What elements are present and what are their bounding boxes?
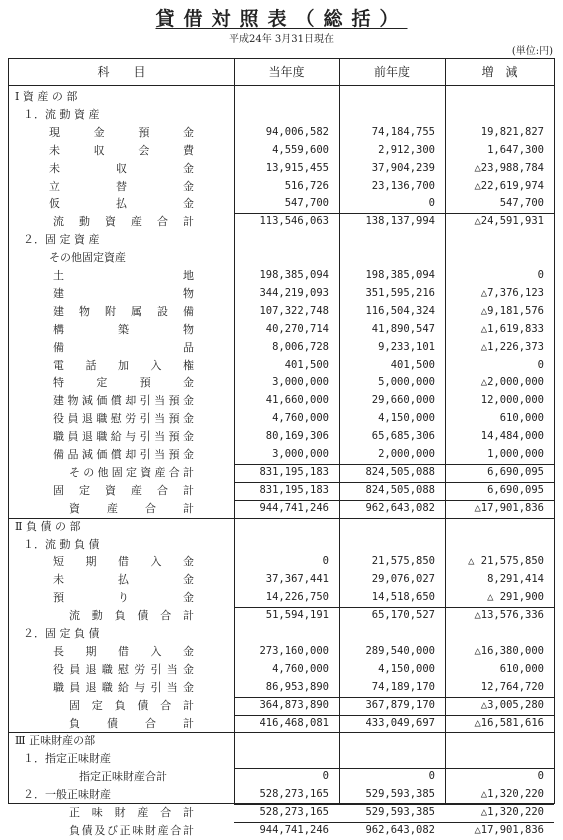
previous-year-value: 289,540,000 bbox=[365, 644, 435, 657]
change-value: 1,000,000 bbox=[487, 448, 544, 460]
table-row bbox=[9, 106, 554, 124]
table-row bbox=[9, 553, 554, 571]
table-row bbox=[9, 804, 554, 822]
table-row bbox=[9, 392, 554, 410]
change-value: 12,764,720 bbox=[480, 680, 544, 693]
row-label: 未払金 bbox=[53, 573, 194, 587]
change-value: △16,380,000 bbox=[474, 644, 544, 657]
current-year-value: 107,322,748 bbox=[259, 304, 329, 317]
table-row bbox=[9, 339, 554, 357]
table-row bbox=[9, 661, 554, 679]
current-year-value: 8,006,728 bbox=[272, 340, 329, 353]
current-year-value: 3,000,000 bbox=[272, 376, 329, 389]
change-value: 547,700 bbox=[499, 197, 544, 210]
change-value: △3,005,280 bbox=[480, 698, 544, 711]
current-year-value: 37,367,441 bbox=[265, 573, 329, 586]
row-label: 指定正味財産合計 bbox=[79, 770, 167, 784]
current-year-value: 198,385,094 bbox=[259, 269, 329, 281]
current-year-value: 0 bbox=[322, 770, 329, 783]
row-label: ２．一般正味財産 bbox=[23, 788, 111, 802]
row-label: ２．固 定 資 産 bbox=[23, 233, 100, 247]
change-value: △1,320,220 bbox=[480, 788, 544, 801]
row-label: 建物 bbox=[53, 286, 194, 300]
table-row bbox=[9, 303, 554, 321]
change-value: △13,576,336 bbox=[474, 609, 544, 622]
current-year-value: 831,195,183 bbox=[259, 465, 329, 478]
change-value: 8,291,414 bbox=[487, 573, 544, 586]
current-year-value: 51,594,191 bbox=[265, 609, 329, 622]
change-value: △17,901,836 bbox=[474, 501, 544, 514]
table-row bbox=[9, 142, 554, 160]
row-label: 長期借入金 bbox=[53, 644, 194, 658]
current-year-value: 944,741,246 bbox=[259, 823, 329, 836]
change-value: 1,647,300 bbox=[487, 143, 544, 156]
previous-year-value: 23,136,700 bbox=[371, 179, 435, 192]
table-row bbox=[9, 786, 554, 804]
row-label: １．流 動 資 産 bbox=[23, 107, 100, 121]
previous-year-value: 138,137,994 bbox=[365, 215, 435, 228]
header-previous-year: 前年度 bbox=[373, 65, 410, 79]
previous-year-value: 367,879,170 bbox=[365, 698, 435, 711]
row-label: 建物減価償却引当預金 bbox=[53, 394, 194, 408]
row-label: 備品減価償却引当預金 bbox=[53, 448, 194, 461]
previous-year-value: 5,000,000 bbox=[378, 376, 435, 389]
previous-year-value: 2,000,000 bbox=[378, 448, 435, 460]
table-row bbox=[9, 589, 554, 607]
table-row bbox=[9, 768, 554, 786]
header-change: 増 減 bbox=[481, 65, 518, 79]
header-subject: 科 目 bbox=[97, 65, 146, 79]
row-label: 仮払金 bbox=[49, 197, 194, 211]
change-value: △2,000,000 bbox=[480, 376, 544, 389]
current-year-value: 113,546,063 bbox=[259, 215, 329, 228]
current-year-value: 401,500 bbox=[284, 358, 329, 371]
table-row bbox=[9, 536, 554, 554]
current-year-value: 13,915,455 bbox=[265, 161, 329, 174]
change-value: △9,181,576 bbox=[480, 304, 544, 317]
table-row bbox=[9, 571, 554, 589]
change-value: △1,619,833 bbox=[480, 322, 544, 335]
change-value: △22,619,974 bbox=[474, 179, 544, 192]
table-row bbox=[9, 160, 554, 178]
row-label: 資産合計 bbox=[69, 501, 194, 515]
row-label: 職員退職給与引当金 bbox=[53, 680, 194, 694]
row-label: Ⅲ 正味財産の部 bbox=[15, 734, 96, 748]
row-label: その他固定資産合計 bbox=[69, 465, 194, 479]
previous-year-value: 21,575,850 bbox=[371, 555, 435, 568]
table-row bbox=[9, 607, 554, 625]
table-row bbox=[9, 285, 554, 303]
current-year-value: 14,226,750 bbox=[265, 591, 329, 604]
previous-year-value: 824,505,088 bbox=[365, 465, 435, 478]
change-value: 0 bbox=[537, 269, 544, 281]
current-year-value: 4,760,000 bbox=[272, 412, 329, 425]
previous-year-value: 529,593,385 bbox=[365, 806, 435, 818]
table-row bbox=[9, 464, 554, 482]
change-value: △7,376,123 bbox=[480, 286, 544, 299]
previous-year-value: 41,890,547 bbox=[371, 322, 435, 335]
change-value: 19,821,827 bbox=[480, 125, 544, 138]
row-label: １．指定正味財産 bbox=[23, 752, 111, 766]
previous-year-value: 4,150,000 bbox=[378, 662, 435, 675]
table-row bbox=[9, 231, 554, 249]
change-value: △1,320,220 bbox=[480, 806, 544, 818]
table-row bbox=[9, 500, 554, 518]
row-label: 備品 bbox=[53, 340, 194, 354]
row-label: 特定預金 bbox=[53, 376, 194, 390]
row-label: 短期借入金 bbox=[53, 555, 194, 569]
previous-year-value: 0 bbox=[428, 197, 435, 210]
table-row bbox=[9, 625, 554, 643]
current-year-value: 831,195,183 bbox=[259, 483, 329, 496]
table-row bbox=[9, 518, 554, 536]
row-label: 職員退職給与引当預金 bbox=[53, 430, 194, 444]
row-label: 電話加入権 bbox=[53, 358, 194, 372]
table-row bbox=[9, 88, 554, 106]
table-row bbox=[9, 374, 554, 392]
change-value: △ 291,900 bbox=[487, 591, 544, 604]
current-year-value: 94,006,582 bbox=[265, 125, 329, 138]
previous-year-value: 116,504,324 bbox=[365, 304, 435, 317]
header-current-year: 当年度 bbox=[268, 65, 305, 79]
previous-year-value: 401,500 bbox=[390, 358, 435, 371]
current-year-value: 944,741,246 bbox=[259, 501, 329, 514]
table-row bbox=[9, 178, 554, 196]
current-year-value: 40,270,714 bbox=[265, 322, 329, 335]
previous-year-value: 37,904,239 bbox=[371, 161, 435, 174]
row-label: 正味財産合計 bbox=[69, 806, 194, 819]
row-label: １．流 動 負 債 bbox=[23, 537, 100, 551]
change-value: △17,901,836 bbox=[474, 823, 544, 836]
table-row bbox=[9, 410, 554, 428]
table-row bbox=[9, 213, 554, 231]
previous-year-value: 65,685,306 bbox=[371, 430, 435, 443]
row-label: ２．固 定 負 債 bbox=[23, 627, 100, 640]
previous-year-value: 29,076,027 bbox=[371, 573, 435, 586]
table-row bbox=[9, 267, 554, 285]
previous-year-value: 351,595,216 bbox=[365, 286, 435, 299]
row-label: 固定資産合計 bbox=[53, 483, 194, 497]
previous-year-value: 14,518,650 bbox=[371, 591, 435, 604]
change-value: 0 bbox=[537, 770, 544, 783]
table-row bbox=[9, 428, 554, 446]
previous-year-value: 824,505,088 bbox=[365, 483, 435, 496]
previous-year-value: 962,643,082 bbox=[365, 501, 435, 514]
change-value: 6,690,095 bbox=[487, 465, 544, 478]
previous-year-value: 74,189,170 bbox=[371, 680, 435, 693]
current-year-value: 528,273,165 bbox=[259, 806, 329, 818]
table-row bbox=[9, 195, 554, 213]
previous-year-value: 0 bbox=[428, 770, 435, 783]
row-label: 役員退職慰労引当預金 bbox=[53, 412, 194, 426]
table-row bbox=[9, 697, 554, 715]
row-label: Ⅱ 負 債 の 部 bbox=[15, 519, 81, 533]
unit-label: (単位:円) bbox=[511, 46, 553, 57]
table-row bbox=[9, 643, 554, 661]
current-year-value: 4,760,000 bbox=[272, 662, 329, 675]
row-label: 構築物 bbox=[53, 322, 194, 336]
row-label: 固定負債合計 bbox=[69, 698, 194, 712]
current-year-value: 528,273,165 bbox=[259, 788, 329, 801]
change-value: 610,000 bbox=[499, 662, 544, 675]
document-title: 貸借対照表（総括） bbox=[155, 8, 408, 30]
current-year-value: 3,000,000 bbox=[272, 448, 329, 460]
change-value: △16,581,616 bbox=[474, 716, 544, 729]
previous-year-value: 29,660,000 bbox=[371, 394, 435, 407]
current-year-value: 273,160,000 bbox=[259, 644, 329, 657]
current-year-value: 547,700 bbox=[284, 197, 329, 210]
row-label: 預り金 bbox=[53, 591, 194, 605]
row-label: 立替金 bbox=[49, 179, 194, 193]
change-value: △1,226,373 bbox=[480, 340, 544, 353]
table-row bbox=[9, 446, 554, 464]
change-value: 610,000 bbox=[499, 412, 544, 425]
row-label: Ⅰ 資 産 の 部 bbox=[15, 90, 78, 103]
current-year-value: 4,559,600 bbox=[272, 143, 329, 156]
change-value: 14,484,000 bbox=[480, 430, 544, 443]
previous-year-value: 65,170,527 bbox=[371, 609, 435, 622]
current-year-value: 0 bbox=[322, 555, 329, 568]
previous-year-value: 433,049,697 bbox=[365, 716, 435, 729]
previous-year-value: 4,150,000 bbox=[378, 412, 435, 425]
row-label: 負債合計 bbox=[69, 716, 194, 730]
table-row bbox=[9, 124, 554, 142]
balance-sheet-table bbox=[8, 58, 555, 837]
current-year-value: 416,468,081 bbox=[259, 716, 329, 729]
report-date: 平成24年 3月31日現在 bbox=[229, 34, 334, 45]
previous-year-value: 2,912,300 bbox=[378, 143, 435, 156]
current-year-value: 364,873,890 bbox=[259, 698, 329, 711]
change-value: △23,988,784 bbox=[474, 161, 544, 174]
table-header bbox=[9, 59, 554, 86]
previous-year-value: 74,184,755 bbox=[371, 125, 435, 138]
current-year-value: 86,953,890 bbox=[265, 680, 329, 693]
table-row bbox=[9, 715, 554, 733]
change-value: 0 bbox=[537, 358, 544, 371]
change-value: △ 21,575,850 bbox=[468, 555, 544, 568]
current-year-value: 344,219,093 bbox=[259, 286, 329, 299]
row-label: 役員退職慰労引当金 bbox=[53, 662, 194, 676]
row-label: 流動負債合計 bbox=[69, 609, 194, 623]
row-label: 未収会費 bbox=[49, 143, 194, 157]
row-label: 流動資産合計 bbox=[53, 215, 194, 229]
previous-year-value: 198,385,094 bbox=[365, 269, 435, 281]
previous-year-value: 529,593,385 bbox=[365, 788, 435, 801]
table-row bbox=[9, 321, 554, 339]
row-label: 建物附属設備 bbox=[53, 304, 194, 318]
table-row bbox=[9, 249, 554, 267]
previous-year-value: 962,643,082 bbox=[365, 823, 435, 836]
current-year-value: 41,660,000 bbox=[265, 394, 329, 407]
table-row bbox=[9, 679, 554, 697]
table-row bbox=[9, 750, 554, 768]
table-row bbox=[9, 732, 554, 750]
change-value: 6,690,095 bbox=[487, 483, 544, 496]
table-row bbox=[9, 822, 554, 840]
row-label: 負債及び正味財産合計 bbox=[69, 823, 194, 837]
current-year-value: 516,726 bbox=[284, 179, 329, 192]
current-year-value: 80,169,306 bbox=[265, 430, 329, 443]
previous-year-value: 9,233,101 bbox=[378, 340, 435, 353]
change-value: △24,591,931 bbox=[474, 215, 544, 228]
table-row bbox=[9, 482, 554, 500]
row-label: その他固定資産 bbox=[49, 251, 126, 265]
table-row bbox=[9, 357, 554, 375]
row-label: 未収金 bbox=[49, 161, 194, 175]
row-label: 現金預金 bbox=[49, 125, 194, 139]
change-value: 12,000,000 bbox=[480, 394, 544, 407]
row-label: 土地 bbox=[53, 269, 194, 282]
